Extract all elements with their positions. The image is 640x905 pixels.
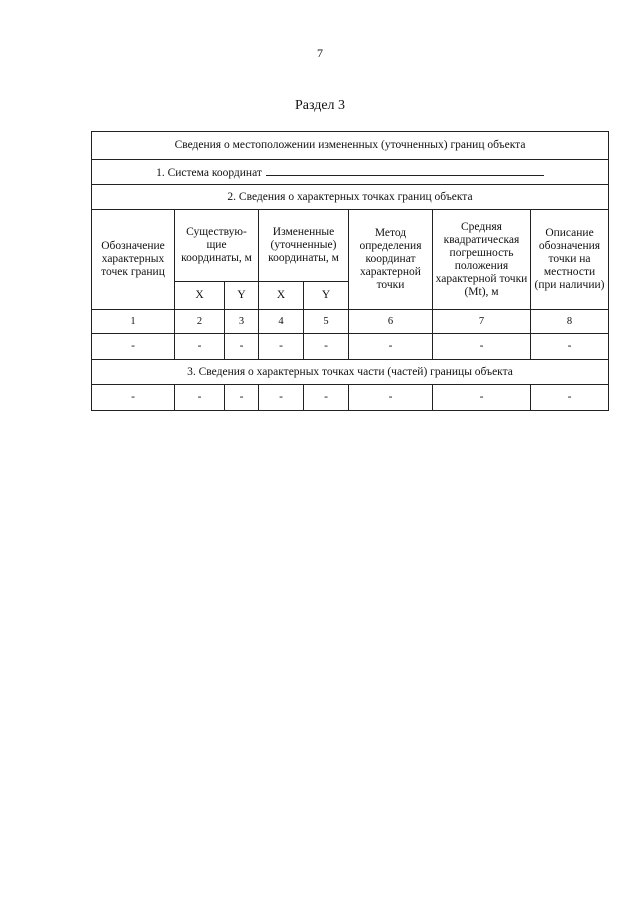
- header-y-existing: Y: [225, 282, 259, 310]
- coord-system-row: [92, 160, 609, 185]
- table-cell: -: [531, 385, 609, 411]
- table-cell: -: [433, 385, 531, 411]
- column-number: 6: [349, 310, 433, 334]
- table-cell: -: [225, 385, 259, 411]
- header-description: Описание обозначения точки на местности (при наличии): [531, 210, 609, 310]
- part-section-label: 3. Сведения о характерных точках части (частей) границы объекта: [92, 360, 609, 385]
- header-mean-error: Средняя квадратическая погрешность положения характерной точки (Mt), м: [433, 210, 531, 310]
- table-row: [92, 385, 609, 411]
- table-cell: -: [175, 334, 225, 360]
- column-number: 7: [433, 310, 531, 334]
- table-cell: -: [92, 385, 175, 411]
- points-section-label: 2. Сведения о характерных точках границ объекта: [92, 185, 609, 210]
- header-changed-coords: Измененные (уточненные) координаты, м: [259, 210, 349, 282]
- page-number: 7: [317, 46, 323, 60]
- table-title: Сведения о местоположении измененных (уточненных) границ объекта: [92, 132, 609, 160]
- table-cell: -: [259, 385, 304, 411]
- table-cell: -: [304, 385, 349, 411]
- column-numbers-row: [92, 310, 609, 334]
- boundary-table: [91, 131, 609, 411]
- table-cell: -: [349, 385, 433, 411]
- coord-system-blank-line: [266, 164, 544, 176]
- table-cell: -: [92, 334, 175, 360]
- column-number: 5: [304, 310, 349, 334]
- header-y-changed: Y: [304, 282, 349, 310]
- header-point-designation: Обозначение характерных точек границ: [92, 210, 175, 310]
- table-cell: -: [531, 334, 609, 360]
- column-number: 2: [175, 310, 225, 334]
- column-number: 3: [225, 310, 259, 334]
- header-existing-coords: Существую-щие координаты, м: [175, 210, 259, 282]
- header-x-changed: X: [259, 282, 304, 310]
- header-method: Метод определения координат характерной точки: [349, 210, 433, 310]
- table-row: [92, 334, 609, 360]
- section-title: Раздел 3: [294, 98, 346, 113]
- table-cell: -: [175, 385, 225, 411]
- header-x-existing: X: [175, 282, 225, 310]
- column-number: 4: [259, 310, 304, 334]
- coord-system-label: 1. Система координат: [156, 167, 262, 179]
- table-cell: -: [259, 334, 304, 360]
- table-cell: -: [433, 334, 531, 360]
- column-number: 1: [92, 310, 175, 334]
- table-cell: -: [225, 334, 259, 360]
- table-cell: -: [304, 334, 349, 360]
- table-cell: -: [349, 334, 433, 360]
- column-number: 8: [531, 310, 609, 334]
